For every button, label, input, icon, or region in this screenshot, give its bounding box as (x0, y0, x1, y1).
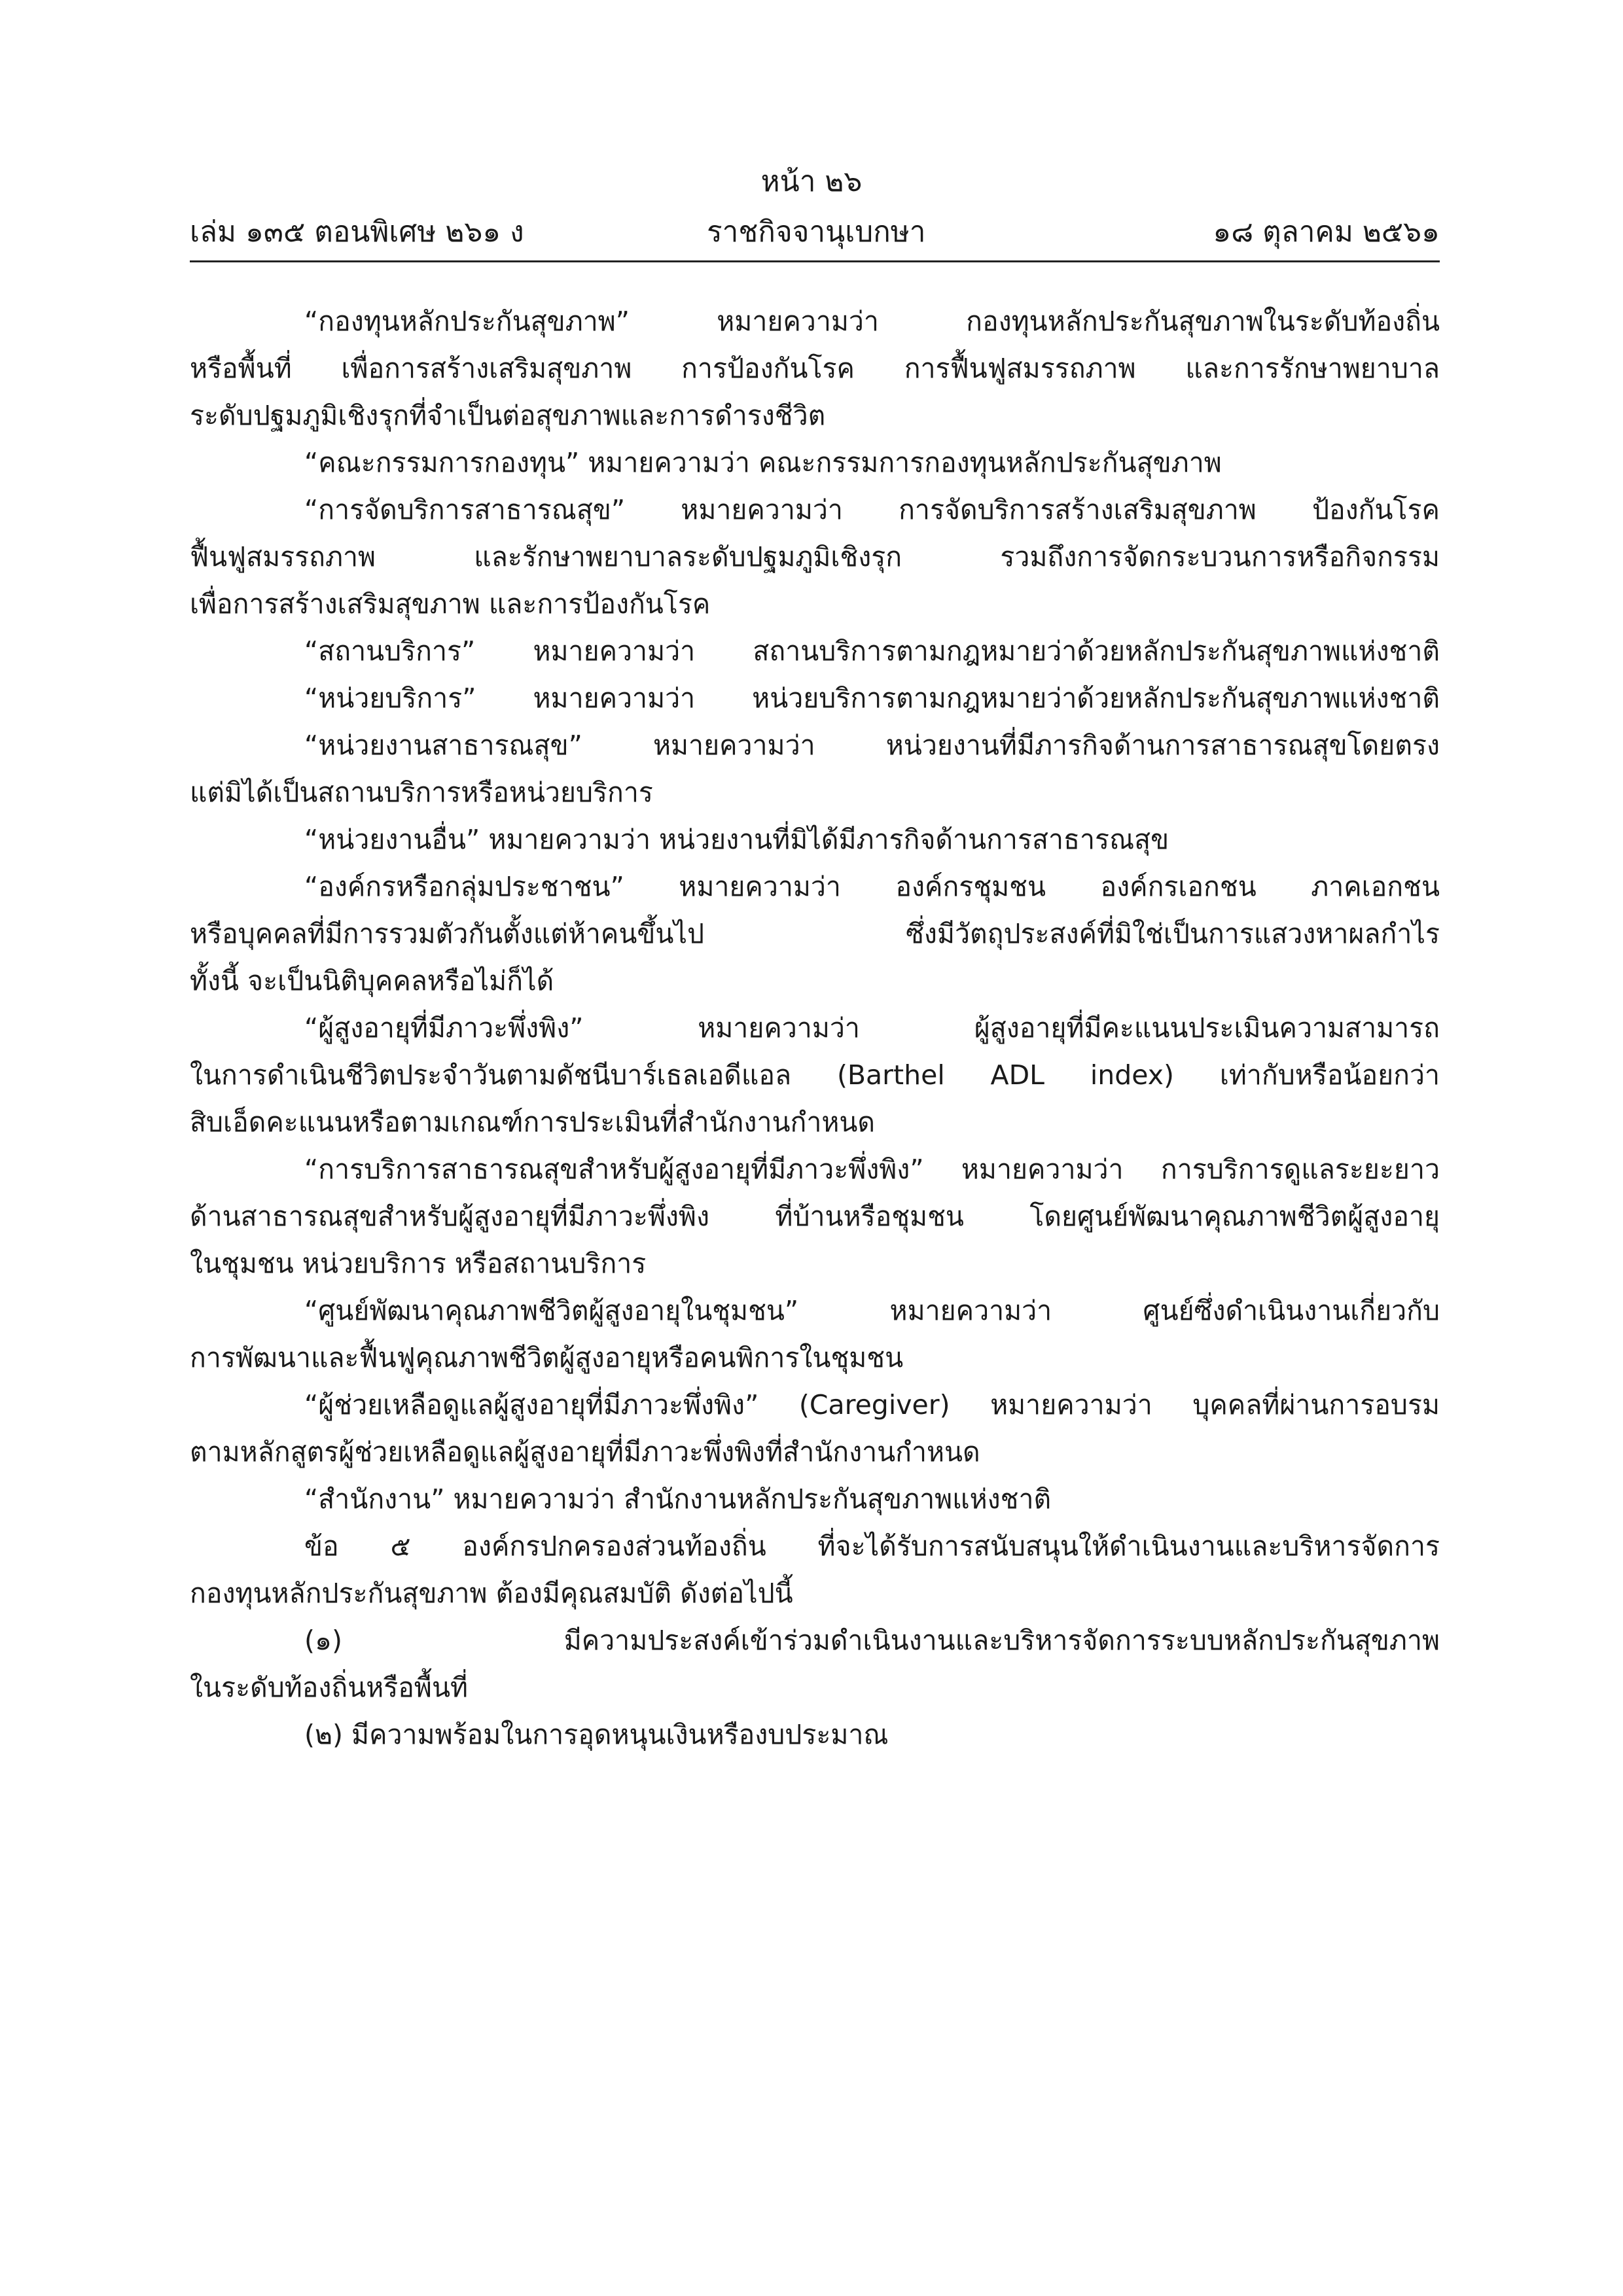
text-line: การพัฒนาและฟื้นฟูคุณภาพชีวิตผู้สูงอายุหรือคนพิการในชุมชน (190, 1342, 904, 1373)
text-line: “ศูนย์พัฒนาคุณภาพชีวิตผู้สูงอายุในชุมชน” หมายความว่า ศูนย์ซึ่งดำเนินงานเกี่ยวกับ (304, 1295, 1440, 1326)
text-line: “ผู้ช่วยเหลือดูแลผู้สูงอายุที่มีภาวะพึ่งพิง” (Caregiver) หมายความว่า บุคคลที่ผ่านการอบรม (304, 1389, 1440, 1421)
text-line: สิบเอ็ดคะแนนหรือตามเกณฑ์การประเมินที่สำนักงานกำหนด (190, 1106, 876, 1138)
text-line: “หน่วยบริการ” หมายความว่า หน่วยบริการตามกฎหมายว่าด้วยหลักประกันสุขภาพแห่งชาติ (304, 682, 1440, 714)
volume-issue: เล่ม ๑๓๕ ตอนพิเศษ ๒๖๑ ง (190, 215, 524, 249)
text-line: ในการดำเนินชีวิตประจำวันตามดัชนีบาร์เธลเอดีแอล (Barthel ADL index) เท่ากับหรือน้อยกว่า (190, 1059, 1440, 1091)
text-line: ด้านสาธารณสุขสำหรับผู้สูงอายุที่มีภาวะพึ่งพิง ที่บ้านหรือชุมชน โดยศูนย์พัฒนาคุณภาพชีวิตผู้สูงอายุ (190, 1201, 1440, 1232)
text-line: ทั้งนี้ จะเป็นนิติบุคคลหรือไม่ก็ได้ (190, 965, 554, 997)
text-line: “คณะกรรมการกองทุน” หมายความว่า คณะกรรมการกองทุนหลักประกันสุขภาพ (304, 447, 1222, 478)
text-line: (๒) มีความพร้อมในการอุดหนุนเงินหรืองบประมาณ (304, 1719, 889, 1750)
text-line: ข้อ ๕ องค์กรปกครองส่วนท้องถิ่น ที่จะได้รับการสนับสนุนให้ดำเนินงานและบริหารจัดการ (304, 1530, 1440, 1562)
text-line: ในชุมชน หน่วยบริการ หรือสถานบริการ (190, 1248, 647, 1279)
text-line: “ผู้สูงอายุที่มีภาวะพึ่งพิง” หมายความว่า ผู้สูงอายุที่มีคะแนนประเมินความสามารถ (304, 1012, 1440, 1044)
text-line: กองทุนหลักประกันสุขภาพ ต้องมีคุณสมบัติ ดังต่อไปนี้ (190, 1578, 793, 1609)
text-line: “การจัดบริการสาธารณสุข” หมายความว่า การจัดบริการสร้างเสริมสุขภาพ ป้องกันโรค (304, 494, 1440, 525)
text-line: “หน่วยงานสาธารณสุข” หมายความว่า หน่วยงานที่มีภารกิจด้านการสาธารณสุขโดยตรง (304, 730, 1440, 761)
text-line: “สถานบริการ” หมายความว่า สถานบริการตามกฎหมายว่าด้วยหลักประกันสุขภาพแห่งชาติ (304, 635, 1440, 667)
text-line: ระดับปฐมภูมิเชิงรุกที่จำเป็นต่อสุขภาพและการดำรงชีวิต (190, 400, 826, 431)
text-line: หรือบุคคลที่มีการรวมตัวกันตั้งแต่ห้าคนขึ้นไป ซึ่งมีวัตถุประสงค์ที่มิใช่เป็นการแสวงหาผลกำไร (190, 918, 1440, 949)
publication-date: ๑๘ ตุลาคม ๒๕๖๑ (1213, 215, 1440, 249)
text-line: “การบริการสาธารณสุขสำหรับผู้สูงอายุที่มีภาวะพึ่งพิง” หมายความว่า การบริการดูแลระยะยาว (304, 1154, 1440, 1185)
text-line: เพื่อการสร้างเสริมสุขภาพ และการป้องกันโรค (190, 588, 711, 620)
text-line: “หน่วยงานอื่น” หมายความว่า หน่วยงานที่มิได้มีภารกิจด้านการสาธารณสุข (304, 824, 1169, 855)
gazette-title: ราชกิจจานุเบกษา (707, 215, 926, 249)
text-line: ตามหลักสูตรผู้ช่วยเหลือดูแลผู้สูงอายุที่มีภาวะพึ่งพิงที่สำนักงานกำหนด (190, 1436, 980, 1468)
document-body (190, 298, 1440, 1758)
header-divider (190, 260, 1440, 262)
text-line: “สำนักงาน” หมายความว่า สำนักงานหลักประกันสุขภาพแห่งชาติ (304, 1483, 1052, 1515)
text-line: ฟื้นฟูสมรรถภาพ และรักษาพยาบาลระดับปฐมภูมิเชิงรุก รวมถึงการจัดกระบวนการหรือกิจกรรม (190, 541, 1440, 573)
page-number: หน้า ๒๖ (760, 165, 863, 198)
text-line: (๑) มีความประสงค์เข้าร่วมดำเนินงานและบริหารจัดการระบบหลักประกันสุขภาพ (304, 1625, 1440, 1656)
text-line: “กองทุนหลักประกันสุขภาพ” หมายความว่า กองทุนหลักประกันสุขภาพในระดับท้องถิ่น (304, 306, 1440, 337)
text-line: หรือพื้นที่ เพื่อการสร้างเสริมสุขภาพ การป้องกันโรค การฟื้นฟูสมรรถภาพ และการรักษาพยาบาล (190, 353, 1440, 384)
text-line: ในระดับท้องถิ่นหรือพื้นที่ (190, 1672, 469, 1703)
text-line: “องค์กรหรือกลุ่มประชาชน” หมายความว่า องค์กรชุมชน องค์กรเอกชน ภาคเอกชน (304, 871, 1440, 902)
gazette-header (190, 213, 1440, 252)
text-line: แต่มิได้เป็นสถานบริการหรือหน่วยบริการ (190, 777, 653, 808)
